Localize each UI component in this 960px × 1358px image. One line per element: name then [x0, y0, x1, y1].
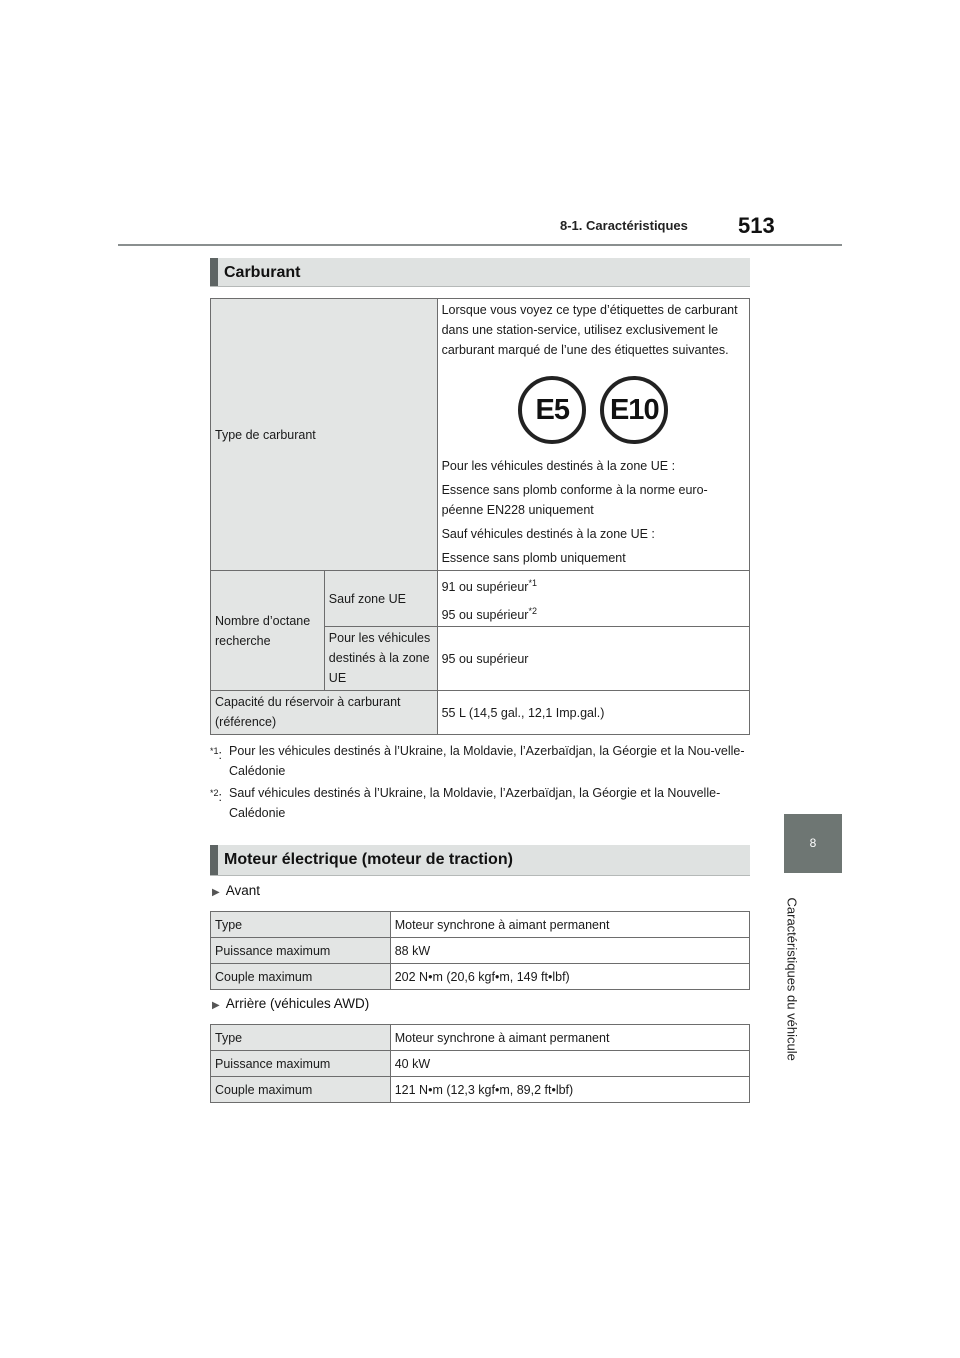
fuel-type-label: Type de carburant — [215, 427, 316, 442]
ue-text: Essence sans plomb conforme à la norme euro-péenne EN228 uniquement — [441, 483, 708, 517]
table-row — [211, 1077, 750, 1103]
capacity-value: 55 L (14,5 gal., 12,1 Imp.gal.) — [441, 705, 605, 720]
page-number: 513 — [738, 213, 775, 238]
row-value: 40 kW — [390, 1051, 749, 1077]
row-key: Couple maximum — [211, 964, 391, 990]
footnote-ref-1: *1 — [528, 578, 537, 588]
fuel-type-value-cell — [437, 299, 749, 571]
row-key: Type — [211, 1025, 391, 1051]
avant-label: Avant — [225, 883, 260, 898]
ue-zone-value-cell — [437, 627, 749, 691]
avant-subheading — [212, 883, 260, 898]
row-value: Moteur synchrone à aimant permanent — [390, 1025, 749, 1051]
non-ue-label: Sauf véhicules destinés à la zone UE : — [441, 527, 655, 541]
sauf-ue-label-cell — [324, 571, 437, 627]
footnote-ref-2: *2 — [528, 606, 537, 617]
chapter-number: 8 — [809, 836, 817, 850]
ue-zone-label: Pour les véhicules destinés à la zone UE — [328, 631, 431, 685]
footnote-mark-1: *1 — [210, 746, 219, 756]
row-key: Puissance maximum — [211, 938, 391, 964]
ue-zone-label-cell — [324, 627, 437, 691]
fuel-type-label-cell — [211, 299, 438, 571]
fuel-type-intro: Lorsque vous voyez ce type d’étiquettes de carburant dans une station-service, utilisez exclusivement le carburant marqué de l’une des étiquettes suivantes. — [441, 303, 738, 357]
e5-label-icon: E5 — [518, 376, 586, 444]
heading-bar — [210, 258, 218, 286]
non-ue-text: Essence sans plomb uniquement — [441, 551, 626, 565]
moteur-heading — [210, 845, 750, 876]
row-key: Type — [211, 912, 391, 938]
header-rule — [118, 244, 842, 246]
row-value: Moteur synchrone à aimant permanent — [390, 912, 749, 938]
row-value: 88 kW — [390, 938, 749, 964]
fuel-label-logos — [442, 376, 745, 444]
footnote-2: $^{*2}$: Sauf véhicules destinés à l’Ukraine, la Moldavie, l’Azerbaïdjan, la Géorgie et la Nouvelle-Calédonie — [210, 783, 750, 823]
arriere-label: Arrière (véhicules AWD) — [225, 996, 370, 1011]
table-row — [211, 1025, 750, 1051]
row-key: Couple maximum — [211, 1077, 391, 1103]
section-title: 8-1. Caractéristiques — [560, 218, 688, 233]
table-row — [211, 938, 750, 964]
triangle-right-icon: ▶ — [212, 1000, 220, 1011]
carburant-heading — [210, 258, 750, 287]
footnote-text-1: Pour les véhicules destinés à l’Ukraine, la Moldavie, l’Azerbaïdjan, la Géorgie et la Nou-velle-Calédonie — [229, 744, 745, 778]
footnote-text-2: Sauf véhicules destinés à l’Ukraine, la Moldavie, l’Azerbaïdjan, la Géorgie et la Nouvelle-Calédonie — [229, 786, 721, 820]
footnote-1: $^{*1}$: Pour les véhicules destinés à l’Ukraine, la Moldavie, l’Azerbaïdjan, la Géorgie et la Nou-velle-Calédonie — [210, 741, 750, 781]
sauf-ue-value-1: 91 ou supérieur — [441, 580, 529, 595]
row-key: Puissance maximum — [211, 1051, 391, 1077]
row-value: 121 N•m (12,3 kgf•m, 89,2 ft•lbf) — [390, 1077, 749, 1103]
row-value: 202 N•m (20,6 kgf•m, 149 ft•lbf) — [390, 964, 749, 990]
ue-zone-value: 95 ou supérieur — [441, 651, 529, 666]
table-row — [211, 912, 750, 938]
table-row — [211, 1051, 750, 1077]
octane-label: Nombre d’octane recherche — [215, 613, 311, 648]
chapter-side-label: Caractéristiques du véhicule — [784, 897, 800, 1061]
sauf-ue-label: Sauf zone UE — [328, 591, 406, 606]
arriere-subheading — [212, 996, 369, 1011]
moteur-title: Moteur électrique (moteur de traction) — [224, 851, 513, 868]
capacity-value-cell — [437, 691, 749, 735]
octane-label-cell — [211, 571, 325, 691]
sauf-ue-value-2: 95 ou supérieur — [441, 608, 529, 623]
carburant-title: Carburant — [224, 264, 301, 281]
motor-rear-table — [210, 1024, 750, 1103]
table-row — [211, 964, 750, 990]
fuel-table — [210, 298, 750, 735]
sauf-ue-value-cell — [437, 571, 749, 627]
footnote-mark-2: *2 — [210, 788, 219, 798]
motor-front-table — [210, 911, 750, 990]
chapter-tab — [784, 814, 842, 873]
capacity-label: Capacité du réservoir à carburant (référence) — [215, 695, 401, 729]
triangle-right-icon: ▶ — [212, 887, 220, 898]
capacity-label-cell — [211, 691, 438, 735]
heading-bar — [210, 845, 218, 875]
ue-label: Pour les véhicules destinés à la zone UE : — [441, 459, 676, 473]
e10-label-icon: E10 — [600, 376, 668, 444]
